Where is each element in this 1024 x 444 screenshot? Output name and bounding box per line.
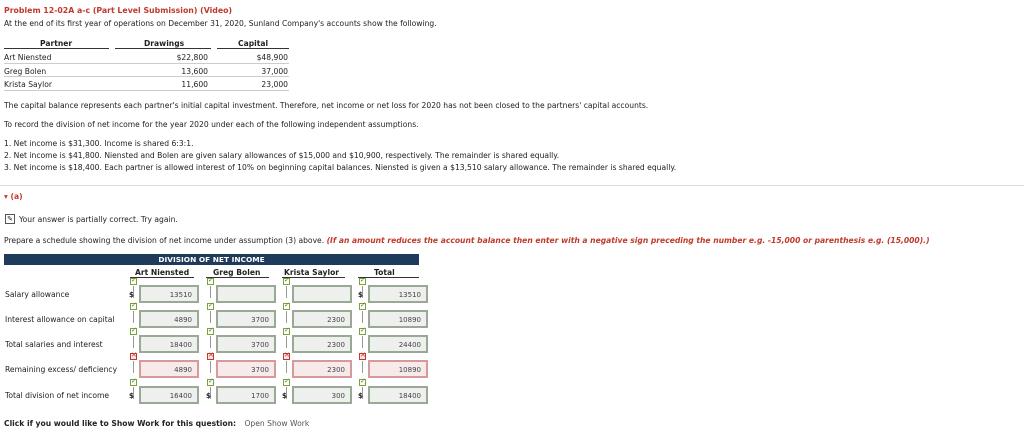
amount-input[interactable] [216, 285, 276, 303]
correct-check-icon [283, 278, 290, 285]
currency-selector-line [133, 336, 134, 348]
part-a-toggle[interactable] [4, 192, 23, 201]
amount-input[interactable]: 1700 [216, 386, 276, 404]
correct-check-icon [283, 303, 290, 310]
col-krista-saylor: Krista Saylor [284, 268, 340, 277]
partner-name: Greg Bolen [4, 67, 47, 76]
currency-selector-line [210, 286, 211, 298]
amount-input[interactable]: 3700 [216, 335, 276, 353]
schedule-title: DIVISION OF NET INCOME [4, 254, 419, 265]
correct-check-icon [359, 278, 366, 285]
record-note: To record the division of net income for the year 2020 under each of the following independent assumptions. [4, 120, 419, 129]
currency-selector-line [362, 311, 363, 323]
currency-selector-line [286, 286, 287, 298]
part-a-label: (a) [10, 192, 23, 201]
currency-symbol[interactable]: $ [129, 392, 134, 400]
col-greg-bolen: Greg Bolen [213, 268, 261, 277]
capital-value: 23,000 [261, 80, 288, 89]
amount-input[interactable]: 18400 [139, 335, 199, 353]
currency-selector-line [210, 361, 211, 373]
currency-symbol[interactable]: $ [282, 392, 287, 400]
problem-title: Problem 12-02A a-c (Part Level Submission) (Video) [4, 6, 233, 15]
correct-check-icon [207, 278, 214, 285]
currency-selector-line [362, 336, 363, 348]
amount-input[interactable] [292, 285, 352, 303]
col-capital: Capital [238, 39, 269, 48]
correct-check-icon [283, 379, 290, 386]
currency-selector-line [286, 311, 287, 323]
col-partner: Partner [40, 39, 73, 48]
problem-intro: At the end of its first year of operations on December 31, 2020, Sunland Company's accounts show the following. [4, 19, 437, 28]
assumption-1: 1. Net income is $31,300. Income is shared 6:3:1. [4, 139, 194, 148]
schedule-row-label: Total salaries and interest [5, 340, 103, 349]
correct-check-icon [130, 303, 137, 310]
incorrect-icon [207, 353, 214, 360]
amount-input[interactable]: 16400 [139, 386, 199, 404]
amount-input[interactable]: 24400 [368, 335, 428, 353]
correct-check-icon [207, 379, 214, 386]
correct-check-icon [207, 303, 214, 310]
amount-input[interactable]: 4890 [139, 310, 199, 328]
amount-input[interactable]: 2300 [292, 310, 352, 328]
amount-input[interactable]: 3700 [216, 360, 276, 378]
col-drawings: Drawings [144, 39, 185, 48]
schedule-row-label: Remaining excess/ deficiency [5, 365, 118, 374]
drawings-value: $22,800 [176, 53, 208, 62]
incorrect-icon [130, 353, 137, 360]
amount-input[interactable]: 2300 [292, 360, 352, 378]
currency-selector-line [286, 361, 287, 373]
col-art-niensted: Art Niensted [135, 268, 190, 277]
correct-check-icon [283, 328, 290, 335]
answer-status: Your answer is partially correct. Try again. [19, 215, 178, 224]
drawings-value: 11,600 [181, 80, 208, 89]
amount-input[interactable]: 2300 [292, 335, 352, 353]
schedule-row-label: Interest allowance on capital [5, 315, 115, 324]
currency-symbol[interactable]: $ [358, 392, 363, 400]
currency-selector-line [210, 311, 211, 323]
correct-check-icon [207, 328, 214, 335]
chevron-down-icon: ▾ [4, 192, 8, 201]
currency-symbol[interactable]: $ [129, 291, 134, 299]
incorrect-icon [359, 353, 366, 360]
amount-input[interactable]: 10890 [368, 310, 428, 328]
hint-text: (If an amount reduces the account balance then enter with a negative sign preceding the number e.g. -15,000 or parenthesis e.g. (15,000).) [326, 236, 930, 245]
correct-check-icon [359, 328, 366, 335]
partner-name: Krista Saylor [4, 80, 53, 89]
correct-check-icon [359, 303, 366, 310]
assumption-2: 2. Net income is $41,800. Niensted and Bolen are given salary allowances of $15,000 and $10,900, respectively. The remainder is shared equally. [4, 151, 560, 160]
currency-selector-line [362, 361, 363, 373]
partial-correct-icon: ✎ [5, 214, 15, 224]
open-show-work-link[interactable]: Open Show Work [244, 419, 310, 428]
assumption-3: 3. Net income is $18,400. Each partner is allowed interest of 10% on beginning capital balances. Niensted is given a $13,510 salary allowance. The remainder is shared equally. [4, 163, 677, 172]
incorrect-icon [283, 353, 290, 360]
drawings-value: 13,600 [181, 67, 208, 76]
currency-selector-line [286, 336, 287, 348]
currency-symbol[interactable]: $ [206, 392, 211, 400]
currency-symbol[interactable]: $ [358, 291, 363, 299]
currency-selector-line [133, 361, 134, 373]
correct-check-icon [130, 278, 137, 285]
amount-input[interactable]: 4890 [139, 360, 199, 378]
correct-check-icon [130, 328, 137, 335]
capital-value: 37,000 [261, 67, 288, 76]
capital-value: $48,900 [256, 53, 288, 62]
schedule-row-label: Total division of net income [5, 391, 110, 400]
amount-input[interactable]: 300 [292, 386, 352, 404]
amount-input[interactable]: 13510 [368, 285, 428, 303]
amount-input[interactable]: 10890 [368, 360, 428, 378]
show-work-prompt: Click if you would like to Show Work for this question: [4, 419, 237, 428]
amount-input[interactable]: 3700 [216, 310, 276, 328]
col-total: Total [374, 268, 395, 277]
partner-name: Art Niensted [4, 53, 52, 62]
instruction-text: Prepare a schedule showing the division of net income under assumption (3) above. [4, 236, 325, 245]
correct-check-icon [359, 379, 366, 386]
schedule-row-label: Salary allowance [5, 290, 70, 299]
amount-input[interactable]: 13510 [139, 285, 199, 303]
capital-note: The capital balance represents each partner's initial capital investment. Therefore, net income or net loss for 2020 has not been closed to the partners' capital accounts. [4, 101, 649, 110]
amount-input[interactable]: 18400 [368, 386, 428, 404]
currency-selector-line [133, 311, 134, 323]
currency-selector-line [210, 336, 211, 348]
correct-check-icon [130, 379, 137, 386]
